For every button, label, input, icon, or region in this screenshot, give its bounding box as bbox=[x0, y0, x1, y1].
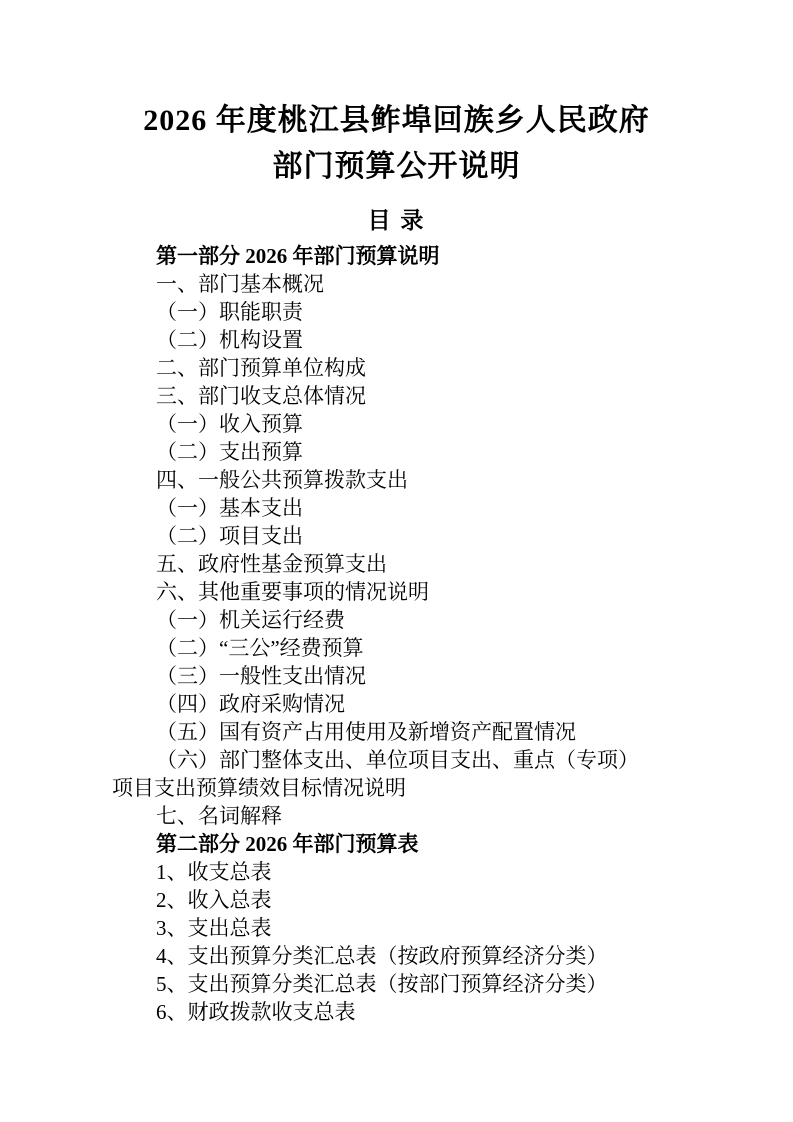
toc-item: （六）部门整体支出、单位项目支出、重点（专项） bbox=[156, 748, 639, 772]
document-title-line2: 部门预算公开说明 bbox=[272, 150, 521, 183]
toc-item: 六、其他重要事项的情况说明 bbox=[156, 580, 429, 604]
toc-item: （三）一般性支出情况 bbox=[156, 664, 366, 688]
toc-item: 5、支出预算分类汇总表（按部门预算经济分类） bbox=[156, 972, 608, 996]
toc-item: （四）政府采购情况 bbox=[156, 692, 345, 716]
toc-item: 2、收入总表 bbox=[156, 888, 272, 912]
toc-item: （一）职能职责 bbox=[156, 300, 303, 324]
toc-item: 七、名词解释 bbox=[156, 804, 282, 828]
toc-item: （一）收入预算 bbox=[156, 412, 303, 436]
document-title bbox=[112, 98, 681, 190]
document-title-line1: 2026 年度桃江县鲊埠回族乡人民政府 bbox=[143, 104, 650, 137]
toc-item: 三、部门收支总体情况 bbox=[156, 384, 366, 408]
toc-item: 6、财政拨款收支总表 bbox=[156, 1000, 356, 1024]
toc-item: 4、支出预算分类汇总表（按政府预算经济分类） bbox=[156, 944, 608, 968]
toc-item: 3、支出总表 bbox=[156, 916, 272, 940]
toc-item: 五、政府性基金预算支出 bbox=[156, 552, 387, 576]
toc-item: 四、一般公共预算拨款支出 bbox=[156, 468, 408, 492]
toc-list bbox=[112, 242, 681, 1026]
toc-item: 1、收支总表 bbox=[156, 860, 272, 884]
toc-item: （二）支出预算 bbox=[156, 440, 303, 464]
toc-item: （一）基本支出 bbox=[156, 496, 303, 520]
toc-item: （二）机构设置 bbox=[156, 328, 303, 352]
toc-item: （二）“三公”经费预算 bbox=[156, 636, 364, 660]
toc-heading: 目 录 bbox=[367, 208, 426, 233]
toc-item: 二、部门预算单位构成 bbox=[156, 356, 366, 380]
toc-item: （二）项目支出 bbox=[156, 524, 303, 548]
toc-item: （五）国有资产占用使用及新增资产配置情况 bbox=[156, 720, 576, 744]
toc-item: 项目支出预算绩效目标情况说明 bbox=[112, 776, 406, 800]
toc-part-heading: 第二部分 2026 年部门预算表 bbox=[156, 832, 419, 856]
toc-item: （一）机关运行经费 bbox=[156, 608, 345, 632]
toc-part-heading: 第一部分 2026 年部门预算说明 bbox=[156, 244, 440, 268]
toc-item: 一、部门基本概况 bbox=[156, 272, 324, 296]
